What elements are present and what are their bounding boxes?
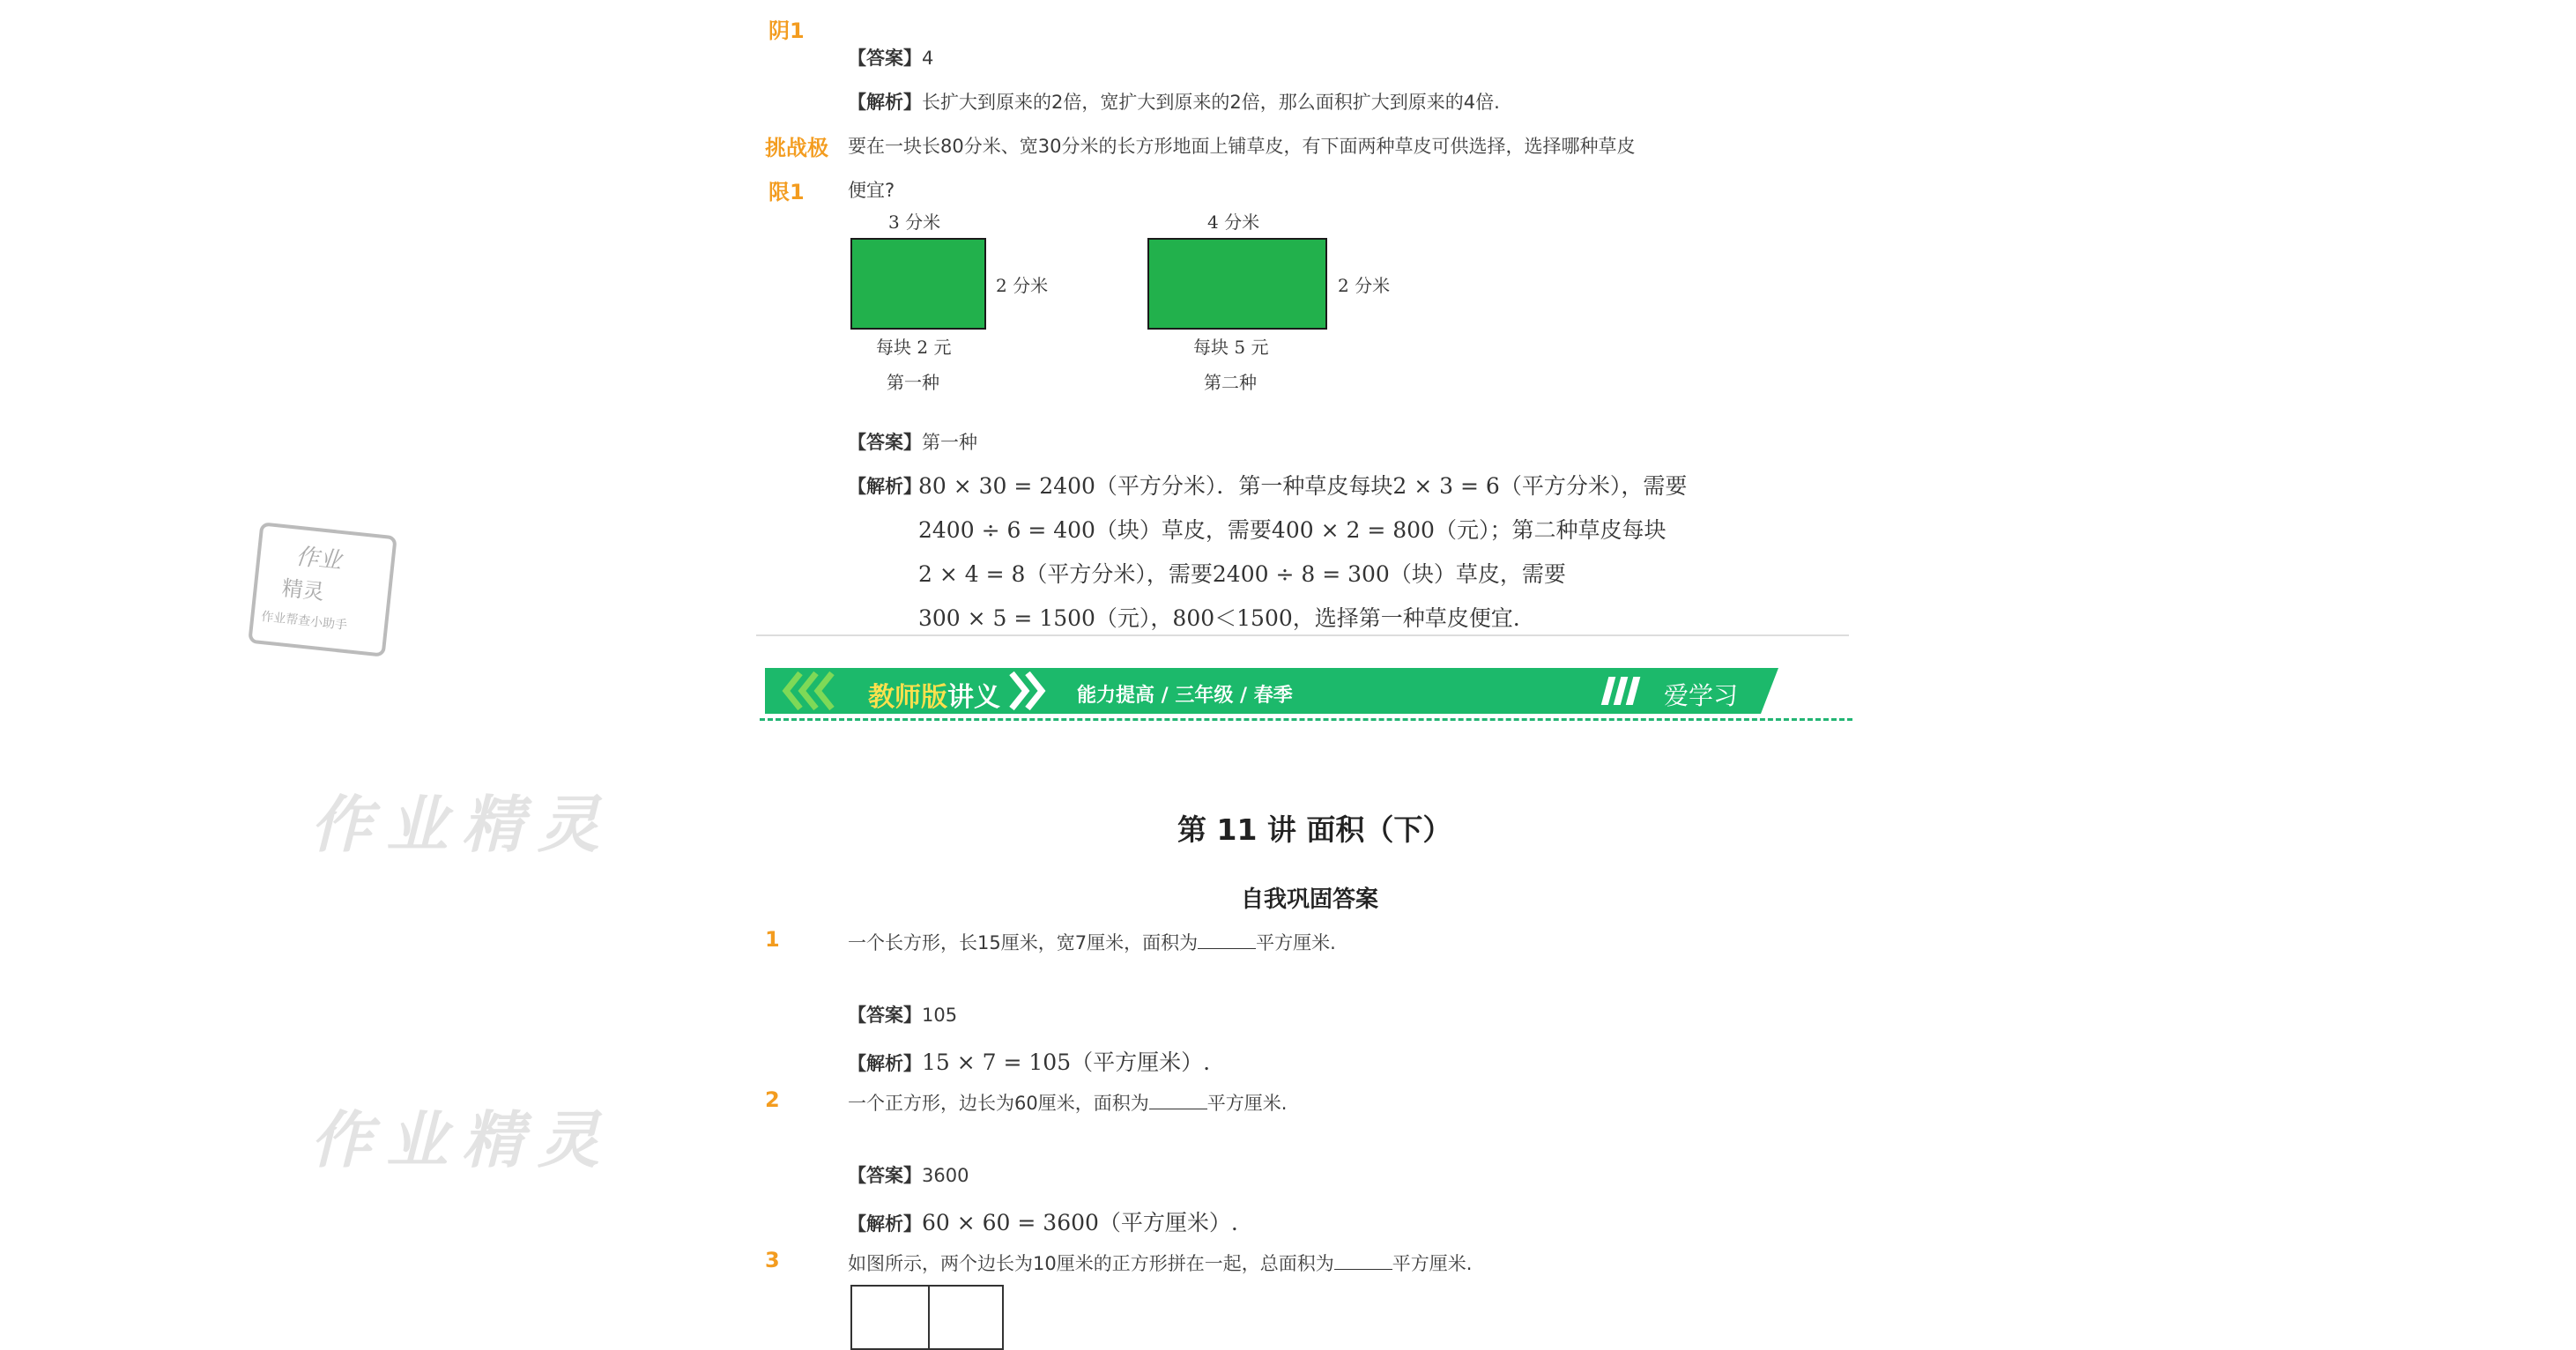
q2-text-b: 平方厘米. xyxy=(1206,1093,1288,1114)
watermark-stamp xyxy=(248,522,397,657)
banner-title-a: 教师版 xyxy=(868,682,947,713)
analysis-text: 长扩大到原来的2倍，宽扩大到原来的2倍，那么面积扩大到原来的4倍. xyxy=(922,92,1500,113)
fig2-name: 第二种 xyxy=(1204,372,1257,393)
fig1-price: 每块 2 元 xyxy=(876,337,952,358)
challenge-tag-2: 限1 xyxy=(768,180,805,204)
q1-answer: 105 xyxy=(922,1005,958,1026)
challenge-analysis-4: 300 × 5 = 1500（元），800＜1500，选择第一种草皮便宜. xyxy=(918,605,1520,631)
fig1-side-label: 2 分米 xyxy=(996,275,1049,296)
challenge-analysis-2: 2400 ÷ 6 = 400（块）草皮，需要400 × 2 = 800（元）；第二种草皮每块 xyxy=(918,517,1667,543)
q3-square-2 xyxy=(926,1285,1004,1350)
q1-analysis: 15 × 7 = 105（平方厘米）. xyxy=(922,1050,1211,1075)
q3-text-b: 平方厘米. xyxy=(1392,1253,1473,1274)
banner-brand: 爱学习 xyxy=(1664,681,1739,710)
q2-number: 2 xyxy=(765,1087,780,1112)
banner-title-b: 讲义 xyxy=(947,682,1000,713)
answer-label: 【答案】 xyxy=(848,48,922,69)
q2-analysis: 60 × 60 = 3600（平方厘米）. xyxy=(922,1210,1238,1235)
challenge-question-1: 要在一块长80分米、宽30分米的长方形地面上铺草皮，有下面两种草皮可供选择，选择哪种草皮 xyxy=(848,136,1636,157)
stamp-line-1: 作业 xyxy=(294,543,344,575)
fig2-side-label: 2 分米 xyxy=(1338,275,1391,296)
q1-answer-label: 【答案】 xyxy=(848,1005,922,1026)
challenge-tag: 挑战极 xyxy=(765,136,828,160)
challenge-answer-label: 【答案】 xyxy=(848,432,922,453)
challenge-analysis-3: 2 × 4 = 8（平方分米），需要2400 ÷ 8 = 300（块）草皮，需要 xyxy=(918,561,1566,587)
challenge-analysis-1: 80 × 30 = 2400（平方分米）．第一种草皮每块2 × 3 = 6（平方分米），需要 xyxy=(918,473,1688,499)
q2-text-a: 一个正方形，边长为60厘米，面积为 xyxy=(848,1093,1149,1114)
fig1-top-label: 3 分米 xyxy=(888,211,941,233)
lesson-title: 第 11 讲 面积（下） xyxy=(1177,812,1452,847)
stamp-line-3: 作业帮查小助手 xyxy=(260,609,348,634)
challenge-answer: 第一种 xyxy=(922,432,977,453)
fig1-rect xyxy=(850,238,986,330)
challenge-question-2: 便宜? xyxy=(848,180,895,201)
challenge-analysis-label: 【解析】 xyxy=(848,476,922,497)
q2-answer-label: 【答案】 xyxy=(848,1165,922,1186)
fig2-top-label: 4 分米 xyxy=(1207,211,1260,233)
analysis-label: 【解析】 xyxy=(848,92,922,113)
q1-number: 1 xyxy=(765,927,780,952)
q3-blank xyxy=(1334,1269,1392,1270)
banner-subtitle: 能力提高 / 三年级 / 春季 xyxy=(1077,685,1293,707)
tag-prev: 阴1 xyxy=(768,19,805,43)
section-title: 自我巩固答案 xyxy=(1241,886,1379,913)
q1-analysis-label: 【解析】 xyxy=(848,1053,922,1074)
q1-text-b: 平方厘米. xyxy=(1256,932,1336,953)
answer-value: 4 xyxy=(922,48,934,69)
q2-answer: 3600 xyxy=(922,1165,969,1186)
fig2-price: 每块 5 元 xyxy=(1193,337,1269,358)
q3-square-1 xyxy=(850,1285,930,1350)
watermark-text-2: 作业精灵 xyxy=(310,1104,613,1176)
q3-number: 3 xyxy=(765,1248,780,1272)
fig1-name: 第一种 xyxy=(887,372,939,393)
q1-blank xyxy=(1198,948,1256,949)
q2-analysis-label: 【解析】 xyxy=(848,1213,922,1235)
q1-text-a: 一个长方形，长15厘米，宽7厘米，面积为 xyxy=(848,932,1199,953)
banner-dashed-line xyxy=(760,718,1852,721)
stamp-line-2: 精灵 xyxy=(280,575,326,605)
watermark-text-1: 作业精灵 xyxy=(310,789,613,861)
fig2-rect xyxy=(1147,238,1327,330)
q3-text-a: 如图所示，两个边长为10厘米的正方形拼在一起，总面积为 xyxy=(848,1253,1334,1274)
separator-line xyxy=(756,634,1849,636)
